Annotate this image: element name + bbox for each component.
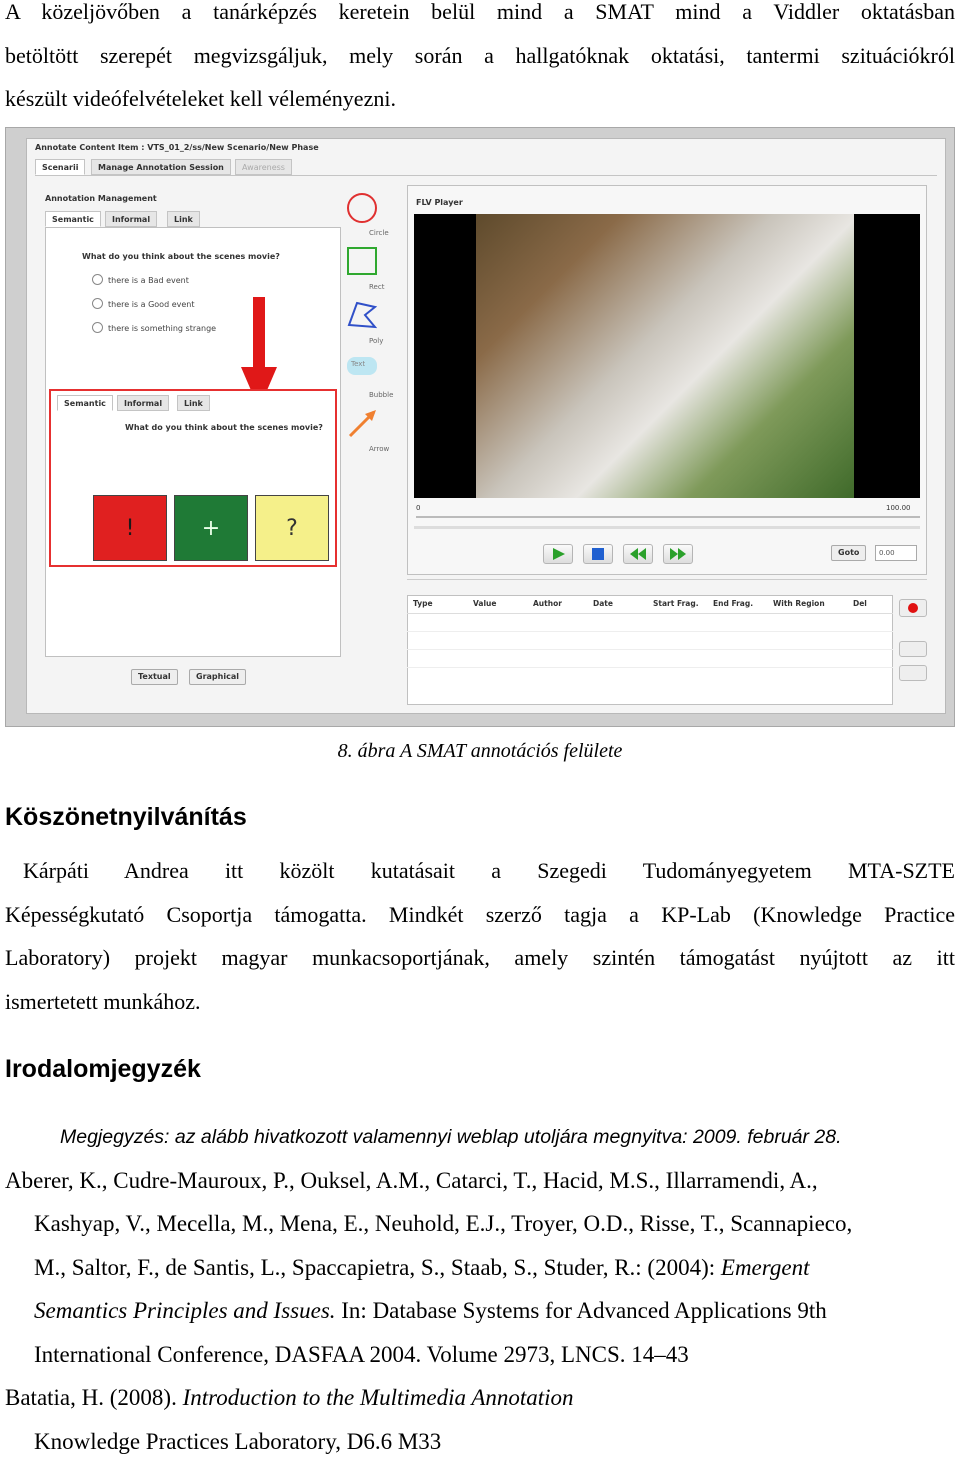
refs-note: Megjegyzés: az alább hivatkozott valamennyi weblap utoljára megnyitva: 2009. február 28. [60,1126,842,1148]
intro-line: készült videófelvételeket kell véleményezni. [5,86,396,111]
rewind-button[interactable] [623,544,653,564]
reference-2-line: Batatia, H. (2008). Introduction to the Multimedia Annotation [5,1385,574,1410]
strange-event-button[interactable]: ? [255,495,329,561]
reference-1-line: Kashyap, V., Mecella, M., Mena, E., Neuhold, E.J., Troyer, O.D., Risse, T., Scannapieco, [34,1211,853,1236]
annotation-management-label: Annotation Management [45,194,157,203]
intro-line: betöltött szerepét megvizsgáljuk, mely során a hallgatóknak oktatási, tantermi szituációkról [5,42,955,68]
record-icon [908,603,918,613]
circle-label: Circle [369,229,389,237]
player-title: FLV Player [416,198,463,207]
time-start: 0 [416,504,421,512]
tab-semantic[interactable]: Semantic [45,211,101,227]
col-with-region: With Region [773,599,825,608]
reference-1-line: International Conference, DASFAA 2004. Volume 2973, LNCS. 14–43 [34,1342,689,1367]
time-end: 100.00 [886,504,911,512]
annotation-table [407,595,893,705]
col-start-frag: Start Frag. [653,599,699,608]
circle-icon[interactable] [347,193,377,223]
col-value: Value [473,599,497,608]
tab-informal[interactable]: Informal [105,211,157,227]
col-author: Author [533,599,562,608]
stop-button[interactable] [583,544,613,564]
tab-scenarii[interactable]: Scenarii [35,159,85,175]
reference-1-line: Semantics Principles and Issues. In: Database Systems for Advanced Applications 9th [34,1298,827,1323]
forward-button[interactable] [663,544,693,564]
col-date: Date [593,599,613,608]
video-still [476,214,854,498]
window-title: Annotate Content Item : VTS_01_2/ss/New Scenario/New Phase [35,143,319,152]
refs-heading: Irodalomjegyzék [5,1055,201,1083]
reference-1-line: M., Saltor, F., de Santis, L., Spaccapietra, S., Staab, S., Studer, R.: (2004): Emergent [34,1255,810,1280]
col-end-frag: End Frag. [713,599,754,608]
play-button[interactable] [543,544,573,564]
ack-line: Kárpáti Andrea itt közölt kutatásait a Szegedi Tudományegyetem MTA-SZTE [23,858,955,883]
textual-button[interactable]: Textual [131,669,178,685]
graphical-button[interactable]: Graphical [189,669,246,685]
arrow-label: Arrow [369,445,390,453]
ack-line: Laboratory) projekt magyar munkacsoportjának, amely szintén támogatást nyújtott az itt [5,945,955,970]
zoom-tab-informal[interactable]: Informal [117,395,169,411]
flv-player-panel [407,185,927,575]
reference-1-line: Aberer, K., Cudre-Mauroux, P., Ouksel, A.M., Catarci, T., Hacid, M.S., Illarramendi, A., [5,1168,818,1193]
goto-input[interactable]: 0.00 [875,545,917,561]
question-text: What do you think about the scenes movie? [82,252,280,261]
intro-paragraph [5,0,955,121]
tab-manage-annotation-session[interactable]: Manage Annotation Session [91,159,231,175]
option-good-event[interactable]: there is a Good event [92,298,194,309]
reference-2-line: Knowledge Practices Laboratory, D6.6 M33 [34,1429,442,1454]
text-bubble-icon[interactable] [347,357,377,375]
tab-link[interactable]: Link [167,211,200,227]
timeline-track[interactable] [416,516,920,518]
figure-caption: 8. ábra A SMAT annotációs felülete [337,740,623,762]
intro-line: A közeljövőben a tanárképzés keretein belül mind a SMAT mind a Viddler oktatásban [5,0,955,24]
option-bad-event[interactable]: there is a Bad event [92,274,189,285]
ack-line: ismertetett munkához. [5,988,201,1014]
good-event-button[interactable]: + [174,495,248,561]
edit-icon[interactable] [899,641,927,657]
poly-label: Poly [369,337,384,345]
goto-button[interactable]: Goto [831,545,866,561]
zoom-question-text: What do you think about the scenes movie? [125,423,323,432]
tab-awareness[interactable]: Awareness [235,159,292,175]
text-label: Text [351,360,366,368]
bubble-label: Bubble [369,391,394,399]
rect-icon[interactable] [347,247,377,275]
zoom-tab-semantic[interactable]: Semantic [57,395,113,411]
record-button[interactable] [899,599,927,617]
rect-label: Rect [369,283,385,291]
delete-icon[interactable] [899,665,927,681]
poly-icon[interactable] [347,301,377,333]
ack-line: Képességkutató Csoportja támogatta. Mindkét szerző tagja a KP-Lab (Knowledge Practice [5,901,955,927]
video-frame[interactable] [414,214,920,498]
arrow-tool-icon[interactable] [347,407,379,443]
ack-heading: Köszönetnyilvánítás [5,803,247,831]
col-del: Del [853,599,867,608]
annotation-window [26,138,946,714]
zoom-tab-link[interactable]: Link [177,395,210,411]
col-type: Type [413,599,433,608]
ack-paragraph [5,849,955,1023]
smat-screenshot [5,127,955,727]
option-something-strange[interactable]: there is something strange [92,322,216,333]
bad-event-button[interactable]: ! [93,495,167,561]
